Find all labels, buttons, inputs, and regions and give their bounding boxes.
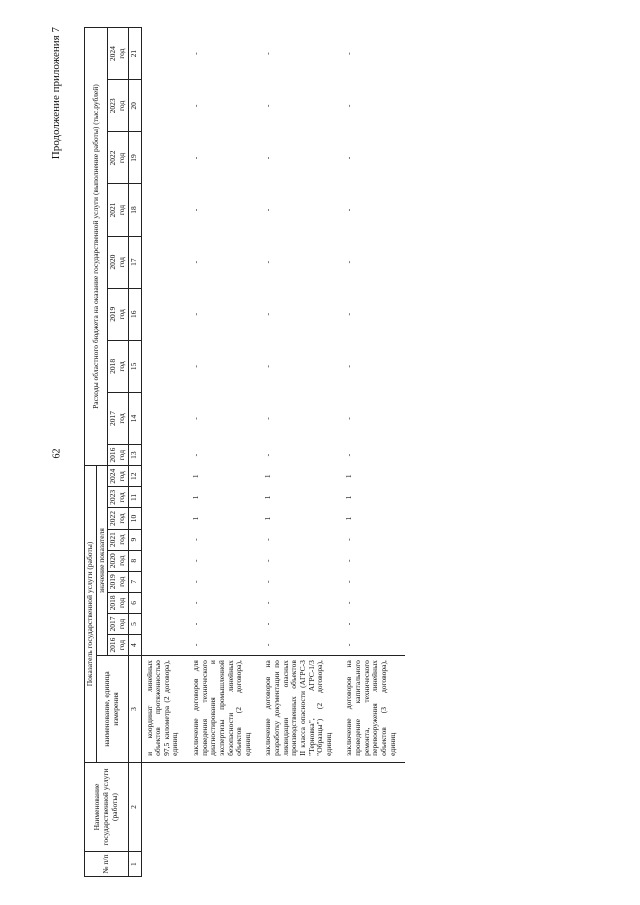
year-label: 2016 <box>108 637 118 653</box>
budget-value <box>141 132 188 184</box>
header-indicator-name: наименование, единица измерения <box>96 656 128 763</box>
budget-year-2017 <box>108 392 128 444</box>
indicator-value: 1 <box>191 495 200 500</box>
year-unit: год <box>116 257 126 268</box>
year-unit: год <box>116 534 126 545</box>
budget-value: - <box>263 104 273 108</box>
budget-value: - <box>263 313 273 316</box>
indicator-year-2024 <box>108 466 128 487</box>
year-unit: год <box>116 555 126 566</box>
indicator-value: - <box>191 601 200 605</box>
indicator-year-2023 <box>108 487 128 508</box>
indicator-value <box>141 487 188 508</box>
budget-value: - <box>191 453 200 457</box>
indicator-value: - <box>344 559 354 562</box>
column-number: 11 <box>128 487 141 508</box>
budget-value: - <box>263 417 273 420</box>
year-label: 2024 <box>108 468 118 484</box>
year-label: 2017 <box>108 616 118 632</box>
indicator-value <box>141 635 188 656</box>
indicator-value: - <box>263 580 273 584</box>
budget-value: - <box>344 453 354 457</box>
indicator-value <box>141 529 188 550</box>
year-label: 2019 <box>108 574 118 590</box>
indicator-value <box>141 592 188 613</box>
indicator-value: - <box>263 622 273 626</box>
year-unit: год <box>116 413 126 424</box>
budget-year-2019 <box>108 288 128 340</box>
table-row <box>260 28 341 877</box>
indicator-value: 1 <box>263 516 273 521</box>
budget-year-2022 <box>108 132 128 184</box>
year-label: 2023 <box>108 489 118 505</box>
budget-value: - <box>344 313 354 316</box>
budget-year-2021 <box>108 184 128 236</box>
indicator-value: - <box>344 643 354 647</box>
indicator-value: 1 <box>191 516 200 521</box>
table-body <box>141 28 405 877</box>
budget-value: - <box>344 365 354 368</box>
budget-value: - <box>191 417 200 420</box>
year-label: 2024 <box>108 46 118 62</box>
service-name <box>341 762 405 851</box>
year-label: 2016 <box>108 447 118 463</box>
year-unit: год <box>116 449 126 461</box>
indicator-year-2022 <box>108 508 128 529</box>
table-row <box>341 28 405 877</box>
column-number-row <box>128 28 141 877</box>
indicator-text: и координат линейных объектов протяженностью 97,5 километра (2 договора), единиц <box>141 656 188 763</box>
budget-value: - <box>263 260 273 264</box>
year-label: 2019 <box>108 306 118 322</box>
indicator-value <box>141 508 188 529</box>
column-number: 20 <box>128 80 141 132</box>
budget-value <box>141 236 188 288</box>
budget-value <box>141 184 188 236</box>
budget-value: - <box>191 260 200 264</box>
budget-value <box>141 28 188 80</box>
budget-value <box>141 340 188 392</box>
budget-value <box>141 445 188 466</box>
year-unit: год <box>116 471 126 482</box>
column-number: 6 <box>128 592 141 613</box>
year-label: 2021 <box>108 532 118 548</box>
indicator-value: 1 <box>344 495 354 500</box>
year-label: 2018 <box>108 595 118 611</box>
row-no <box>141 852 188 877</box>
header-no: № п/п <box>85 852 129 877</box>
year-label: 2023 <box>108 98 118 114</box>
year-unit: год <box>116 204 126 216</box>
budget-value: - <box>263 208 273 212</box>
column-number: 14 <box>128 392 141 444</box>
column-number: 5 <box>128 613 141 634</box>
budget-year-2018 <box>108 340 128 392</box>
service-name <box>141 762 188 851</box>
indicator-value: 1 <box>344 474 354 479</box>
budget-value: - <box>263 365 273 368</box>
budget-value <box>141 80 188 132</box>
year-unit: год <box>116 576 126 587</box>
page-number: 62 <box>51 448 63 459</box>
year-label: 2018 <box>108 358 118 374</box>
header-service-name: Наименование государственной услуги (работы) <box>85 762 129 851</box>
indicator-value: - <box>344 538 354 541</box>
budget-value: - <box>263 453 273 457</box>
indicator-value: - <box>191 643 200 647</box>
rotated-page-content <box>50 27 590 877</box>
budget-value: - <box>191 208 200 212</box>
budget-value: - <box>263 52 273 55</box>
table-row <box>188 28 260 877</box>
indicator-year-2016 <box>108 635 128 656</box>
year-unit: год <box>116 639 126 651</box>
row-no <box>260 852 341 877</box>
column-number: 2 <box>128 762 141 851</box>
year-label: 2020 <box>108 553 118 569</box>
budget-value: - <box>191 156 200 160</box>
column-number: 19 <box>128 132 141 184</box>
table-row <box>141 28 188 877</box>
year-unit: год <box>116 309 126 320</box>
year-unit: год <box>116 492 126 503</box>
budget-value: - <box>191 365 200 368</box>
indicator-value: - <box>344 622 354 626</box>
indicator-value <box>141 571 188 592</box>
column-number: 17 <box>128 236 141 288</box>
service-name <box>260 762 341 851</box>
year-unit: год <box>116 100 126 111</box>
budget-value: - <box>344 52 354 55</box>
indicator-value: 1 <box>191 474 200 479</box>
budget-table <box>84 27 405 877</box>
continuation-title: Продолжение приложения 7 <box>50 27 62 160</box>
year-unit: год <box>116 618 126 630</box>
budget-value: - <box>344 260 354 264</box>
header-indicator-values: значение показателя <box>96 466 108 656</box>
indicator-value <box>141 613 188 634</box>
budget-value: - <box>344 156 354 160</box>
column-number: 7 <box>128 571 141 592</box>
year-unit: год <box>116 513 126 524</box>
year-label: 2021 <box>108 202 118 218</box>
indicator-value: - <box>191 580 200 584</box>
year-unit: год <box>116 152 126 164</box>
column-number: 16 <box>128 288 141 340</box>
indicator-value: - <box>191 538 200 541</box>
indicator-value <box>141 550 188 571</box>
budget-year-2016 <box>108 445 128 466</box>
column-number: 21 <box>128 28 141 80</box>
indicator-value: - <box>263 643 273 647</box>
column-number: 1 <box>128 852 141 877</box>
indicator-value: 1 <box>344 516 354 521</box>
year-unit: год <box>116 597 126 609</box>
column-number: 9 <box>128 529 141 550</box>
row-no <box>188 852 260 877</box>
year-unit: год <box>116 361 126 372</box>
column-number: 4 <box>128 635 141 656</box>
budget-value <box>141 288 188 340</box>
indicator-value: - <box>263 538 273 541</box>
indicator-value: - <box>344 601 354 605</box>
year-label: 2022 <box>108 150 118 166</box>
service-name <box>188 762 260 851</box>
indicator-value: - <box>191 559 200 562</box>
indicator-year-2020 <box>108 550 128 571</box>
budget-value: - <box>191 52 200 55</box>
budget-year-2023 <box>108 80 128 132</box>
indicator-text: заключение договоров на разработку документации по ликвидации опасных производственных объектов II класса опасности (АГРС-3 "Терновка", АГРС-1/3 "Образцы") (2 договора), единиц <box>260 656 341 763</box>
row-no <box>341 852 405 877</box>
budget-value: - <box>191 104 200 108</box>
indicator-value: 1 <box>263 474 273 479</box>
column-number: 15 <box>128 340 141 392</box>
indicator-value: - <box>191 622 200 626</box>
budget-value: - <box>344 104 354 108</box>
year-label: 2020 <box>108 254 118 270</box>
year-label: 2017 <box>108 410 118 426</box>
budget-value: - <box>191 313 200 316</box>
column-number: 13 <box>128 445 141 466</box>
header-indicator-group: Показатель государственной услуги (работы) <box>85 466 97 763</box>
indicator-value: - <box>263 601 273 605</box>
budget-value: - <box>344 208 354 212</box>
year-unit: год <box>116 48 126 59</box>
budget-value: - <box>344 417 354 420</box>
budget-year-2024 <box>108 28 128 80</box>
indicator-year-2017 <box>108 613 128 634</box>
budget-value: - <box>263 156 273 160</box>
budget-year-2020 <box>108 236 128 288</box>
budget-value <box>141 392 188 444</box>
header-budget-group: Расходы областного бюджета на оказание государственной услуги (выполнение работы) (тыс.рублей) <box>85 28 108 466</box>
indicator-text: заключение договоров для проведения технического диагностирования и экспертизы промышленной безопасности линейных объектов (2 договора), единиц <box>188 656 260 763</box>
indicator-value: 1 <box>263 495 273 500</box>
year-label: 2022 <box>108 511 118 527</box>
indicator-year-2019 <box>108 571 128 592</box>
column-number: 12 <box>128 466 141 487</box>
column-number: 10 <box>128 508 141 529</box>
indicator-value: - <box>344 580 354 584</box>
indicator-value <box>141 466 188 487</box>
indicator-year-2018 <box>108 592 128 613</box>
column-number: 3 <box>128 656 141 763</box>
indicator-year-2021 <box>108 529 128 550</box>
column-number: 18 <box>128 184 141 236</box>
column-number: 8 <box>128 550 141 571</box>
indicator-value: - <box>263 559 273 562</box>
indicator-text: заключение договоров на проведение капитального ремонта, технического перевооружения линейных объектов (3 договора), единиц <box>341 656 405 763</box>
